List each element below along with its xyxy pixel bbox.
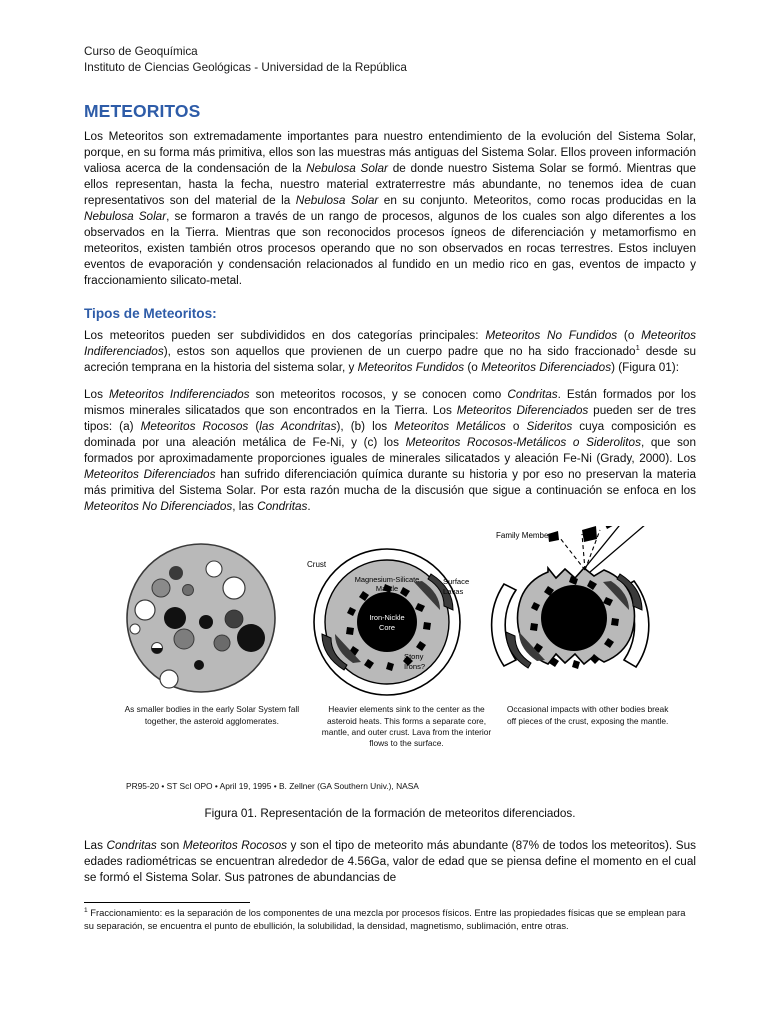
footnote-marker: 1 xyxy=(84,907,88,915)
footnote-section xyxy=(84,902,696,932)
intro-paragraph: Los Meteoritos son extremadamente importantes para nuestro entendimiento de la evolución del Sistema Solar, porque, en su forma más primitiva, ellos son las muestras más antiguas del Sistema Solar. Ellos proveen información valiosa acerca de la condensación de la Nebulosa Solar de donde nuestro Sistema Solar se formó. Mientras que ellos representan, hasta la fecha, nuestro material extraterrestre más abundante, no tenemos idea de cuan representativos son del material de la Nebulosa Solar en su conjunto. Meteoritos, como rocas producidas en la Nebulosa Solar, se formaron a través de un rango de procesos, algunos de los cuales son algo diferentes a los observados en la Tierra. Mientras que son reconocidos procesos ígneos de diferenciación y metamorfismo en meteoritos, existen también otros procesos operando que no son observados en rocas terrestres. Estos incluyen eventos de evaporación y condensación relacionados al fundido en un medio rico en gas, eventos de impacto y fraccionamiento silicato-metal. xyxy=(84,130,697,287)
figure-caption: Figura 01. Representación de la formación de meteoritos diferenciados. xyxy=(204,807,576,821)
figure-subcaption-2: Heavier elements sink to the center as the asteroid heats. This forms a separate core, mantle, and outer crust. Lava from the interior flows to the surface. xyxy=(321,704,492,749)
figure-subcaption-3: Occasional impacts with other bodies break off pieces of the crust, exposing the mantle. xyxy=(506,704,669,726)
label-core-line2: Core xyxy=(378,623,396,633)
label-mantle-line3: (Olivine) xyxy=(373,593,401,603)
label-stony-irons-line1: Stony xyxy=(404,652,424,662)
label-surface-lavas-line2: Lavas xyxy=(443,587,464,597)
label-mantle-line1: Magnesium-Silicate xyxy=(354,575,420,585)
footnote-divider xyxy=(84,902,250,903)
section-heading-tipos: Tipos de Meteoritos: xyxy=(84,306,217,322)
tipos-paragraph-2: Los Meteoritos Indiferenciados son meteoritos rocosos, y se conocen como Condritas. Están formados por los mismos minerales silicatados que son encontrados en la Tierra. Los Meteoritos Diferenciados pueden ser de tres tipos: (a) Meteoritos Rocosos (las Acondritas), (b) los Meteoritos Metálicos o Sideritos cuya composición es dominada por una aleación metálica de Fe-Ni, y (c) los Meteoritos Rocosos-Metálicos o Siderolitos, que son formados por aproximadamente proporciones iguales de minerales silicatados y aleación Fe-Ni (Grady, 2000). Los Meteoritos Diferenciados han sufrido diferenciación química durante su historia y por eso no preservan la materia más primitiva del Sistema Solar. Por esta razón mucha de la discusión que sigue a continuación se enfoca en los Meteoritos No Diferenciados, las Condritas. xyxy=(84,388,697,513)
figure-subcaption-1: As smaller bodies in the early Solar System fall together, the asteroid agglomerates. xyxy=(124,704,300,726)
figure-subcaptions xyxy=(110,704,670,749)
label-core-line1: Iron-Nickle xyxy=(369,613,405,623)
document-header xyxy=(84,44,696,76)
tipos-paragraph-1: Los meteoritos pueden ser subdivididos en dos categorías principales: Meteoritos No Fundidos (o Meteoritos Indiferenciados), estos son aquellos que provienen de un cuerpo padre que no ha sido fraccionado$^1$ desde su acreción temprana en la historia del sistema solar, y Meteoritos Fundidos (o Meteoritos Diferenciados) (Figura 01): xyxy=(84,329,697,375)
figure-panels xyxy=(110,526,670,711)
differentiation-diagram xyxy=(300,526,475,711)
figure-panel-differentiation xyxy=(300,526,475,711)
page-title: METEORITOS xyxy=(84,101,201,122)
footnote-text xyxy=(84,907,696,932)
figure-illustration xyxy=(110,526,670,801)
label-mantle-line2: Mantle xyxy=(375,584,399,594)
figure-panel-impact xyxy=(482,526,657,711)
figure-panel-agglomeration xyxy=(114,526,289,711)
label-stony-irons-line2: Irons? xyxy=(404,662,426,672)
document-content xyxy=(84,44,696,933)
figure-credit: PR95-20 • ST ScI OPO • April 19, 1995 • B. Zellner (GA Southern Univ.), NASA xyxy=(126,781,419,792)
label-surface-lavas-line1: Surface xyxy=(443,577,470,587)
footnote-body: Fraccionamiento: es la separación de los componentes de una mezcla por procesos físicos. Entre las propiedades físicas que se emplean para su separación, se encuentra el punto de ebullición, la solubilidad, la densidad, magnetismo, sublimación, entre otras. xyxy=(84,907,686,931)
agglomeration-diagram xyxy=(114,526,289,711)
header-course-line: Curso de Geoquímica xyxy=(84,45,198,58)
figure-01 xyxy=(84,526,696,820)
label-crust: Crust xyxy=(307,560,327,570)
header-institute-line: Instituto de Ciencias Geológicas - Universidad de la República xyxy=(84,61,407,75)
closing-paragraph: Las Condritas son Meteoritos Rocosos y son el tipo de meteorito más abundante (87% de todos los meteoritos). Sus edades radiométricas se encuentran alrededor de 4.56Ga, valor de edad que se piensa define el momento en el cual se formó el Sistema Solar. Sus patrones de abundancias de xyxy=(84,839,696,885)
impact-diagram xyxy=(482,526,667,711)
label-family-members: Family Members xyxy=(496,531,556,541)
